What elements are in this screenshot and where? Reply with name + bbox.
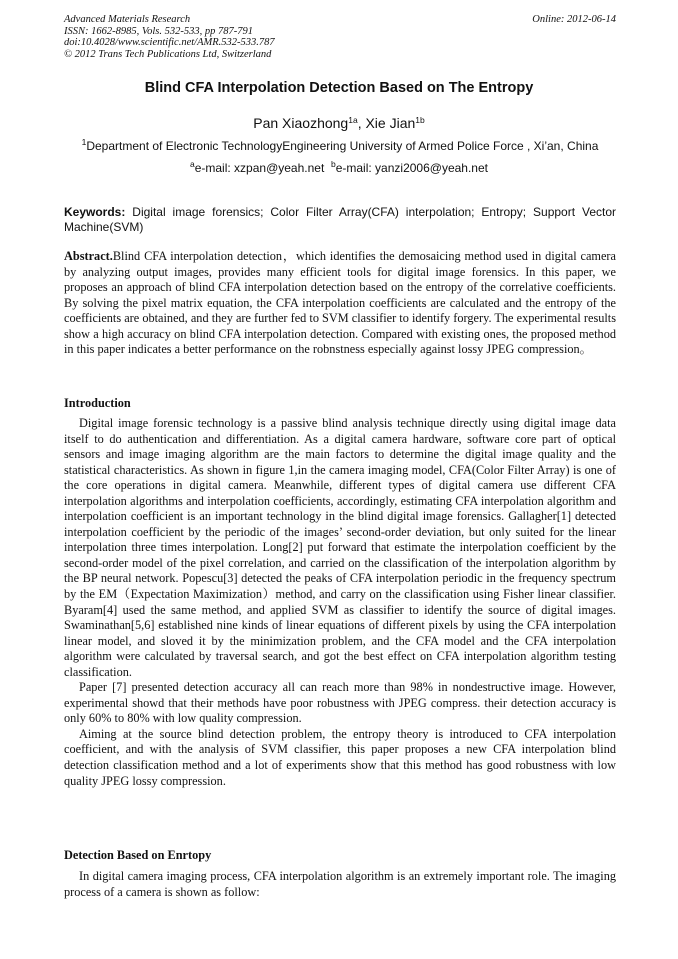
email-a-superscript: a bbox=[189, 159, 195, 169]
detection-body bbox=[64, 869, 616, 900]
introduction-body bbox=[64, 416, 616, 789]
abstract-label: Abstract. bbox=[64, 249, 113, 263]
abstract-text: Blind CFA interpolation detection，which identifies the demosaicing method used in digital camera by analyzing output images, provides many efficient tools for digital image forensics. In this paper, we proposes an approach of blind CFA interpolation detection based on the entropy of the correlative coefficients. By solving the pixel matrix equation, the CFA interpolation coefficients are calculated and the entropy of the coefficients are obtained, and they are further fed to SVM classifier to identify forgery. The experimental results show a high accuracy on blind CFA interpolation detection. Compared with existing ones, the proposed method in this paper indicates a better performance on the robnstness especially against lossy JPEG compression。 bbox=[64, 249, 616, 357]
author-line bbox=[0, 115, 678, 131]
keywords bbox=[64, 205, 616, 235]
affiliation-superscript: 1 bbox=[81, 137, 87, 147]
paragraph: Paper [7] presented detection accuracy all can reach more than 98% in nondestructive image. However, experimental showd that their methods have poor robustness with JPEG compress. their detection accuracy is only 60% to 80% with low quality compression. bbox=[64, 680, 616, 726]
email-b-superscript: b bbox=[330, 159, 336, 169]
paragraph: Digital image forensic technology is a passive blind analysis technique directly using digital image data itself to do authentication and differentiation. As a digital camera hardware, software core part of optical sensors and image imaging algorithm are the main factors to determine the digital image quality and the statistical characteristics. As shown in figure 1,in the camera imaging model, CFA(Color Filter Array) is one of the core operations in digital camera. Meanwhile, different types of digital camera use different CFA interpolation algorithms and interpolation coefficients, accordingly, estimating CFA interpolation algorithm and interpolation coefficient is an important technology in the blind digital image forensics. Gallagher[1] detected interpolation coefficient by the periodic of the images’ second-order deviation, but only suited for the linear interpolation three times interpolation. Long[2] put forward that estimate the interpolation coefficient by the second-order model of the pixel correlation, and carried on the classification of the interpolation algorithm by the BP neural network. Popescu[3] detected the peaks of CFA interpolation periodic in the frequency spectrum by the EM（Expectation Maximization）method, and carry on the classification using Fisher linear classifier. Byaram[4] used the same method, and applied SVM as classifier to identify the source of digital images. Swaminathan[5,6] established nine kinds of linear equations of different pixels by using the CFA interpolation linear model, and sloved it by the minimization problem, and the CFA model and the CFA interpolation algorithm were calculated by traversal search, and got the best effect on CFA interpolation algorithm testing classification. bbox=[64, 416, 616, 679]
author-2: Xie Jian bbox=[365, 115, 416, 131]
paper-title: Blind CFA Interpolation Detection Based on The Entropy bbox=[144, 80, 534, 96]
author-2-superscript: 1b bbox=[415, 115, 425, 125]
author-1: Pan Xiaozhong bbox=[253, 115, 349, 131]
email-b: e-mail: yanzi2006@yeah.net bbox=[335, 161, 488, 175]
email-line bbox=[0, 161, 678, 175]
copyright-line: © 2012 Trans Tech Publications Ltd, Switzerland bbox=[64, 48, 272, 60]
detection-heading: Detection Based on Enrtopy bbox=[64, 848, 212, 862]
author-separator: , bbox=[357, 115, 366, 131]
paragraph: In digital camera imaging process, CFA interpolation algorithm is an extremely important role. The imaging process of a camera is shown as follow: bbox=[64, 869, 616, 899]
keywords-text: Digital image forensics; Color Filter Array(CFA) interpolation; Entropy; Support Vector Machine(SVM) bbox=[64, 205, 616, 234]
author-1-superscript: 1a bbox=[348, 115, 358, 125]
journal-name: Advanced Materials Research bbox=[64, 14, 191, 25]
abstract bbox=[64, 249, 616, 358]
affiliation bbox=[64, 139, 616, 153]
email-a: e-mail: xzpan@yeah.net bbox=[194, 161, 325, 175]
affiliation-text: Department of Electronic TechnologyEngineering University of Armed Police Force , Xi’an, China bbox=[86, 139, 599, 153]
introduction-heading: Introduction bbox=[64, 396, 131, 410]
doi-line: doi:10.4028/www.scientific.net/AMR.532-533.787 bbox=[64, 37, 275, 48]
journal-header bbox=[64, 14, 616, 60]
issn-line: ISSN: 1662-8985, Vols. 532-533, pp 787-791 bbox=[64, 25, 253, 37]
keywords-label: Keywords: bbox=[64, 205, 126, 219]
paragraph: Aiming at the source blind detection problem, the entropy theory is introduced to CFA interpolation coefficient, and with the analysis of SVM classifier, this paper proposes a new CFA interpolation blind detection classification method and a lot of experiments show that this method has good robustness with low quality JPEG lossy compression. bbox=[64, 726, 616, 788]
online-date: Online: 2012-06-14 bbox=[532, 14, 616, 25]
